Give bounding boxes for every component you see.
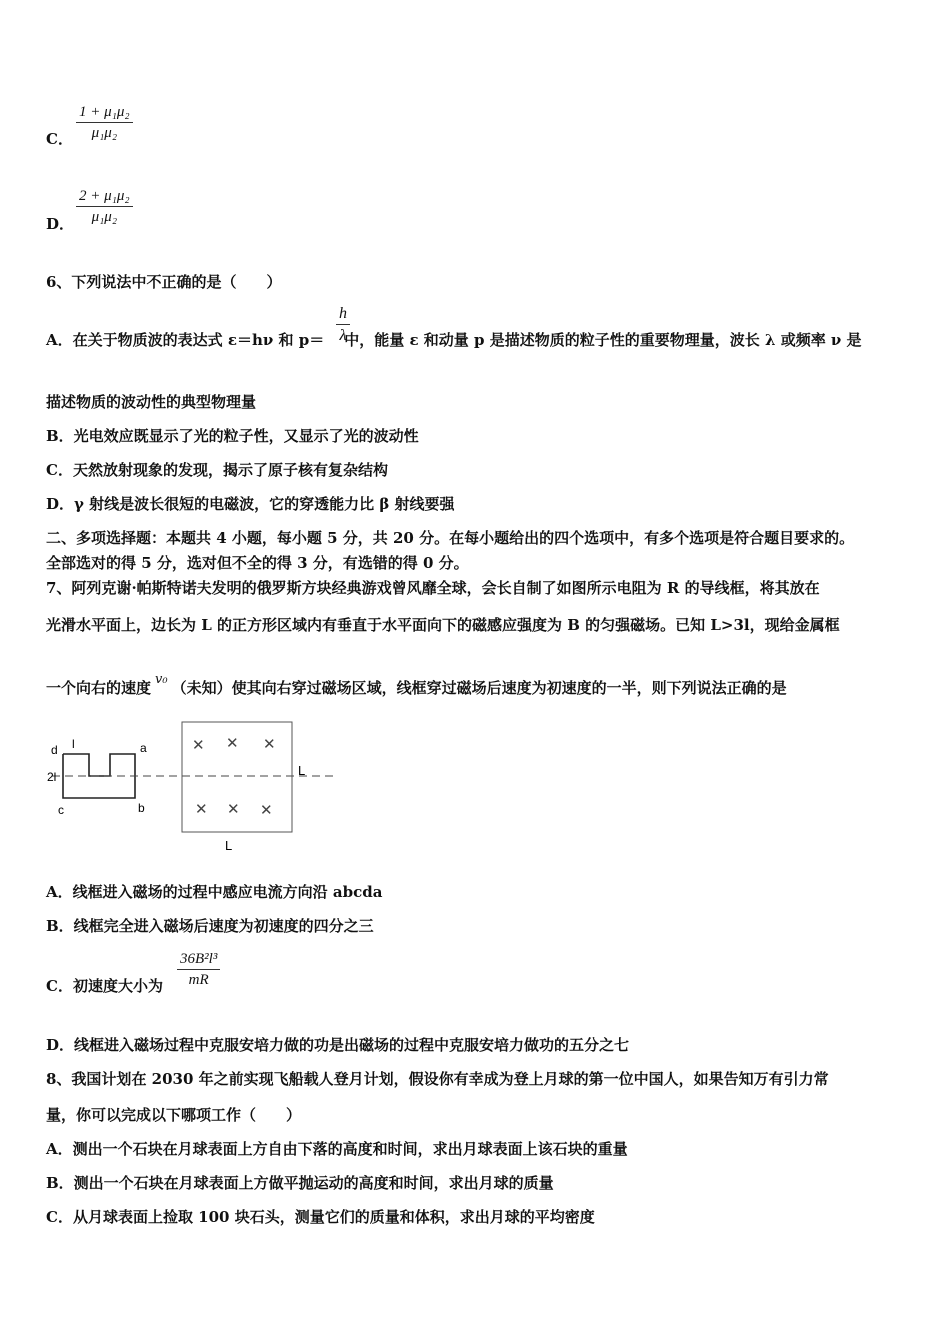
fraction-numerator: 2 + μ₁μ₂: [76, 188, 133, 207]
q6-option-a-continued: 描述物质的波动性的典型物理量: [46, 393, 257, 411]
fraction-numerator: h: [336, 305, 350, 325]
fraction-denominator: λ: [339, 327, 347, 344]
q7-line3-post: （未知）使其向右穿过磁场区域，线框穿过磁场后速度为初速度的一半，则下列说法正确的是: [171, 679, 787, 697]
section2-line1: 二、多项选择题：本题共 4 小题，每小题 5 分，共 20 分。在每小题给出的四个选项中，有多个选项是符合题目要求的。: [46, 529, 855, 547]
field-cross: ✕: [192, 736, 205, 754]
q7-line1: 7、阿列克谢·帕斯特诺夫发明的俄罗斯方块经典游戏曾风靡全球，会长自制了如图所示电阻为 R 的导线框，将其放在: [46, 579, 820, 597]
q7-line2: 光滑水平面上，边长为 L 的正方形区域内有垂直于水平面向下的磁感应强度为 B 的匀强磁场。已知 L>3l，现给金属框: [46, 616, 840, 634]
label-d: d: [51, 743, 58, 757]
label-2l: 2l: [47, 770, 57, 784]
h-over-lambda-fraction: [336, 305, 350, 345]
q7-line3-pre: 一个向右的速度: [46, 679, 152, 697]
q7-option-c: C．初速度大小为: [46, 977, 163, 995]
field-cross: ✕: [227, 800, 240, 818]
q7-line3: [46, 672, 787, 698]
option-c-fraction: [76, 104, 133, 142]
field-cross: ✕: [226, 734, 239, 752]
v0-symbol: v₀: [155, 672, 168, 687]
q6-option-b: B．光电效应既显示了光的粒子性，又显示了光的波动性: [46, 427, 419, 445]
fraction-denominator: μ₁μ₂: [91, 125, 118, 141]
q8-option-c: C．从月球表面上捡取 100 块石头，测量它们的质量和体积，求出月球的平均密度: [46, 1208, 595, 1226]
q6-stem: 6、下列说法中不正确的是（ ）: [46, 273, 282, 291]
q7-option-a: A．线框进入磁场的过程中感应电流方向沿 abcda: [46, 883, 383, 901]
label-l: l: [72, 737, 75, 751]
initial-velocity-fraction: [177, 951, 220, 989]
field-cross: ✕: [195, 800, 208, 818]
fraction-denominator: mR: [188, 972, 209, 988]
fraction-numerator: 36B²l³: [177, 951, 220, 970]
option-d-fraction: [76, 188, 133, 226]
q8-option-a: A．测出一个石块在月球表面上方自由下落的高度和时间，求出月球表面上该石块的重量: [46, 1140, 628, 1158]
q6-option-c: C．天然放射现象的发现，揭示了原子核有复杂结构: [46, 461, 388, 479]
q8-line2: 量，你可以完成以下哪项工作（ ）: [46, 1106, 302, 1124]
label-L-bottom: L: [225, 838, 233, 853]
fraction-numerator: 1 + μ₁μ₂: [76, 104, 133, 123]
field-cross: ✕: [263, 735, 276, 753]
q6-option-a-part1: A．在关于物质波的表达式 ε＝hν 和 p＝: [46, 331, 325, 349]
label-a: a: [140, 741, 147, 755]
fraction-denominator: μ₁μ₂: [91, 209, 118, 225]
label-c: c: [58, 803, 64, 817]
field-cross: ✕: [260, 801, 273, 819]
label-b: b: [138, 801, 145, 815]
q8-line1: 8、我国计划在 2030 年之前实现飞船载人登月计划，假设你有幸成为登上月球的第一位中国人，如果告知万有引力常: [46, 1070, 829, 1088]
section2-line2: 全部选对的得 5 分，选对但不全的得 3 分，有选错的得 0 分。: [46, 554, 469, 572]
q6-option-a-part2: 中，能量 ε 和动量 p 是描述物质的粒子性的重要物理量，波长 λ 或频率 ν 是: [344, 331, 862, 349]
q6-option-d: D．γ 射线是波长很短的电磁波，它的穿透能力比 β 射线要强: [46, 495, 455, 513]
q6-option-a: [46, 329, 862, 350]
q8-option-b: B．测出一个石块在月球表面上方做平抛运动的高度和时间，求出月球的质量: [46, 1174, 554, 1192]
option-d-label: D．: [46, 215, 75, 233]
q7-option-d: D．线框进入磁场过程中克服安培力做的功是出磁场的过程中克服安培力做功的五分之七: [46, 1036, 630, 1054]
q7-option-b: B．线框完全进入磁场后速度为初速度的四分之三: [46, 917, 374, 935]
label-L-right: L: [298, 763, 306, 778]
option-c-label: C．: [46, 130, 73, 148]
wire-frame-magnetic-field-diagram: [44, 718, 344, 858]
